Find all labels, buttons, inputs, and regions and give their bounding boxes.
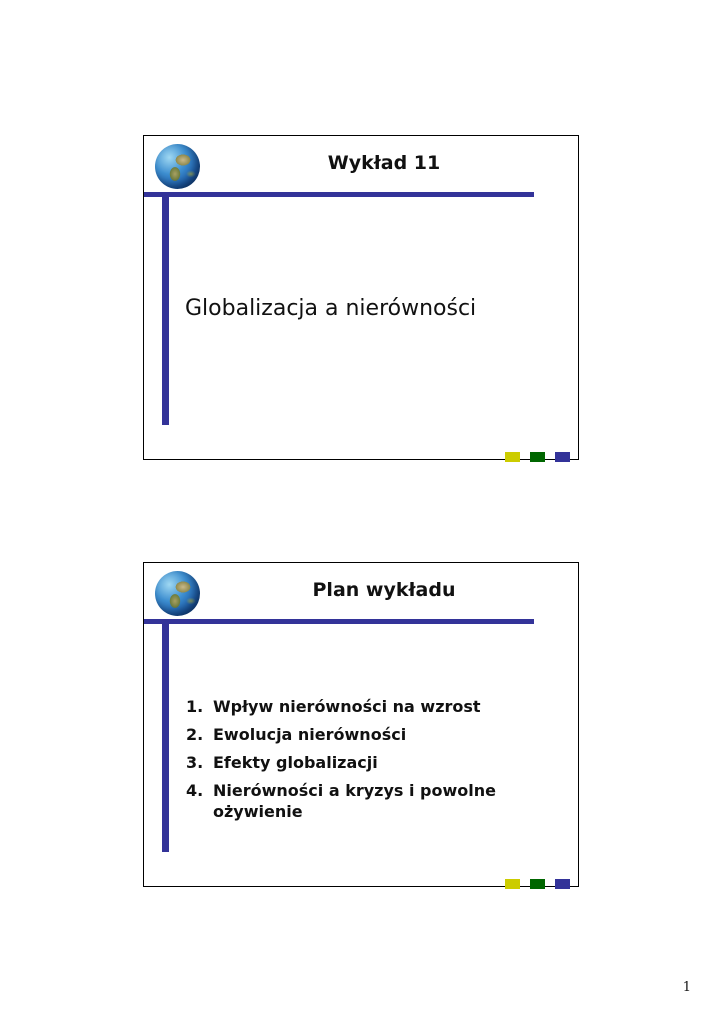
decor-square-green: [530, 879, 545, 889]
agenda-item-text: Wpływ nierówności na wzrost: [213, 697, 481, 716]
agenda-item-text: Nierówności a kryzys i powolne ożywienie: [213, 781, 496, 821]
agenda-item-number: 4.: [186, 781, 204, 800]
agenda-item: [186, 696, 516, 717]
decor-square-blue: [555, 452, 570, 462]
page-number: 1: [682, 980, 691, 995]
slide-2: [143, 562, 579, 887]
agenda-item-number: 3.: [186, 753, 204, 772]
horizontal-accent-bar: [144, 192, 534, 197]
globe-icon: [155, 144, 200, 189]
agenda-item-text: Ewolucja nierówności: [213, 725, 407, 744]
agenda-item-number: 1.: [186, 697, 204, 716]
agenda-list: [186, 696, 516, 829]
decor-square-green: [530, 452, 545, 462]
decor-square-yellow: [505, 879, 520, 889]
globe-icon: [155, 571, 200, 616]
slide-title: Plan wykładu: [312, 579, 456, 601]
vertical-accent-bar: [162, 619, 169, 852]
decor-square-blue: [555, 879, 570, 889]
slide-1: [143, 135, 579, 460]
horizontal-accent-bar: [144, 619, 534, 624]
agenda-item-text: Efekty globalizacji: [213, 753, 378, 772]
slide-title: Wykład 11: [327, 152, 441, 174]
agenda-item: [186, 752, 516, 773]
agenda-item: [186, 780, 516, 822]
vertical-accent-bar: [162, 192, 169, 425]
decor-square-yellow: [505, 452, 520, 462]
agenda-item: [186, 724, 516, 745]
agenda-item-number: 2.: [186, 725, 204, 744]
lecture-title: Globalizacja a nierówności: [185, 296, 477, 321]
